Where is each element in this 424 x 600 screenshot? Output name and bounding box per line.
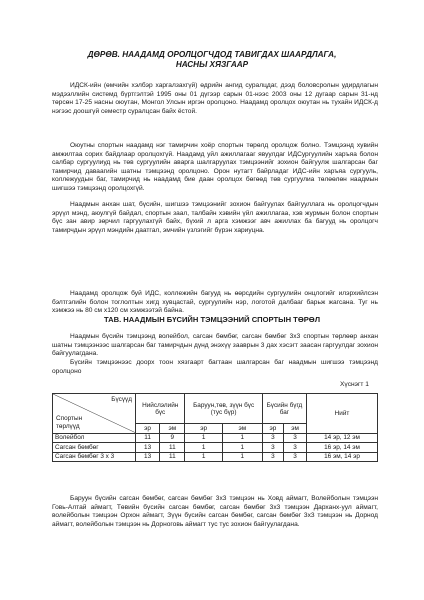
heading-line-2: НАСНЫ ХЯЗГААР: [175, 60, 249, 69]
value-cell: 11: [136, 433, 160, 443]
total-cell: 14 эр, 12 эм: [307, 433, 378, 443]
value-cell: 1: [185, 433, 222, 443]
value-cell: 9: [160, 433, 185, 443]
heading-line-1: ДӨРӨВ. НААДАМД ОРОЛЦОГЧДОД ТАВИГДАХ ШААРДЛАГА,: [87, 50, 337, 59]
paragraph-6: Бүсийн тэмцээнээс доорх тоон хязгаарт багтаан шалгарсан баг наадмын шигшээ тэмцээнд оролцоно: [52, 359, 378, 375]
gender-male: эр: [185, 424, 222, 434]
region-header-1: Нийслэлийн бүс: [136, 394, 185, 424]
value-cell: 3: [284, 452, 307, 462]
total-cell: 16 эр, 14 эм: [307, 443, 378, 453]
value-cell: 3: [262, 452, 283, 462]
value-cell: 3: [262, 443, 283, 453]
gender-female: эм: [284, 424, 307, 434]
total-header: Нийт: [307, 394, 378, 434]
value-cell: 1: [185, 452, 222, 462]
paragraph-3: Наадмын анхан шат, бүсийн, шигшээ тэмцээнийг зохион байгуулах байгууллага нь оролцогчдын эрүүл мэнд, аюулгүй байдал, спортын заал, талбайн хэвийн үйл ажиллагаа, хэв журмын болон спортын бүс зан авир зөрчил гаргуулахгүй байх, бүхий л арга хэмжээг авч ажиллах ба багууд нь оролцогч тамирчдын эрүүл мэндийн даатгал, эмчийн үзлэгийг бүрэн хариуцна.: [52, 201, 378, 234]
value-cell: 13: [136, 452, 160, 462]
value-cell: 1: [222, 443, 262, 453]
gender-female: эм: [222, 424, 262, 434]
paragraph-7: Баруун бүсийн сагсан бөмбөг, сагсан бөмбөг 3х3 тэмцээн нь Ховд аймагт, Волейболын тэмцээн Говь-Алтай аймагт, Төвийн бүсийн сагсан бөмбөг, сагсан бөмбөг 3х3 тэмцээн Дарханх-уул аймагт, волейболын тэмцээн Орхон аймагт, Зүүн бүсийн сагсан бөмбөг, сагсан бөмбөг 3х3 тэмцээн нь Дорнод аймагт, волейболын тэмцээн нь Дорноговь аймагт тус тус зохион байгуулагдана.: [52, 495, 378, 528]
region-header-3: Бүсийн бүгд баг: [262, 394, 306, 424]
table-row: [53, 452, 378, 462]
paragraph-1: ИДСК-ийн (өмчийн хэлбэр харгалзахгүй) өдрийн ангид суралцдаг, дээд боловсролын удирдлагын мэдээллийн системд бүртгэлтэй 1995 оны 01 дүгээр сарын 01-нээс 2003 оны 12 дугаар сарын 31-нд төрсөн 17-25 насны оюутан, Монгол Улсын иргэн оролцоно. Наадамд оролцох оюутан нь тухайн ИДСК-д нэгээс доошгүй семестр суралцсан байх ёстой.: [52, 82, 378, 115]
region-header-2: Баруун,төв, зүүн бүс (тус бүр): [185, 394, 262, 424]
gender-male: эр: [136, 424, 160, 434]
value-cell: 3: [262, 433, 283, 443]
table-row: [53, 443, 378, 453]
paragraph-2: Оюутны спортын наадамд нэг тамирчин хоёр спортын төрөлд оролцож болно. Тэмцээнд хувийн амжилтаа сорих байдлаар оролцохгүй. Наадамд уйл ажиллагааг явуулдаг ИДСургуулийн харъяа болон салбар сургуулиуд нь төв сургуулийн аварга шалгаруулах тэмцээнийг зохион байгуулж шалгарсан баг тамирчид даваагийн шатны тэмцээнд оролцоно. Орон нутагт байрладаг ИДС-ийн харъяа сургууль, коллежуудын баг, тамирчид нь наадамд бие даан оролцох бөгөөд төв сургуулиа төлөөлөн наадмын шигшээ тэмцээнд оролцохгүй.: [52, 142, 378, 192]
paragraph-5: Наадмын бүсийн тэмцээнд волейбол, сагсан бөмбөг, сагсан бөмбөг 3х3 спортын төрлөөр анхан шатны тэмцээнээс шалгарсан баг тамирчдын дүнд энэхүү зааврын 3 дах хэсэгт заасан гаргуулдаг зохион байгуулагдана.: [52, 333, 378, 358]
value-cell: 1: [222, 433, 262, 443]
gender-male: эр: [262, 424, 283, 434]
quota-table: [52, 393, 378, 462]
value-cell: 1: [185, 443, 222, 453]
value-cell: 1: [222, 452, 262, 462]
value-cell: 11: [160, 452, 185, 462]
section-heading: ТАВ. НААДМЫН БҮСИЙН ТЭМЦЭЭНИЙ СПОРТЫН ТӨРӨЛ: [103, 315, 321, 324]
sport-name: Сагсан бөмбөг: [53, 443, 136, 453]
corner-bottom-label: Спортын төрлүүд: [56, 414, 83, 430]
table-row: [53, 433, 378, 443]
sport-name: Сагсан бөмбөг 3 х 3: [53, 452, 136, 462]
sport-name: Волейбол: [53, 433, 136, 443]
corner-top-label: Бүсүүд: [111, 396, 132, 403]
paragraph-4: Наадамд оролцож буй ИДС, коллежийн багууд нь өөрсдийн сургуулийн онцлогийг илэрхийлсэн бэлтгэлийн болон тоглолтын хигд хувцастай, сургуулийн нэр, логотой далбааг барьж жагсана. Туг нь хэмжээ нь 80 см х120 см хэмжээтэй байна.: [52, 290, 378, 315]
table-header-row: [53, 394, 378, 424]
table-label: Хүснэгт 1: [340, 381, 369, 388]
value-cell: 3: [284, 443, 307, 453]
gender-female: эм: [160, 424, 185, 434]
value-cell: 11: [160, 443, 185, 453]
value-cell: 3: [284, 433, 307, 443]
corner-cell: [53, 394, 136, 434]
value-cell: 13: [136, 443, 160, 453]
total-cell: 16 эм, 14 эр: [307, 452, 378, 462]
